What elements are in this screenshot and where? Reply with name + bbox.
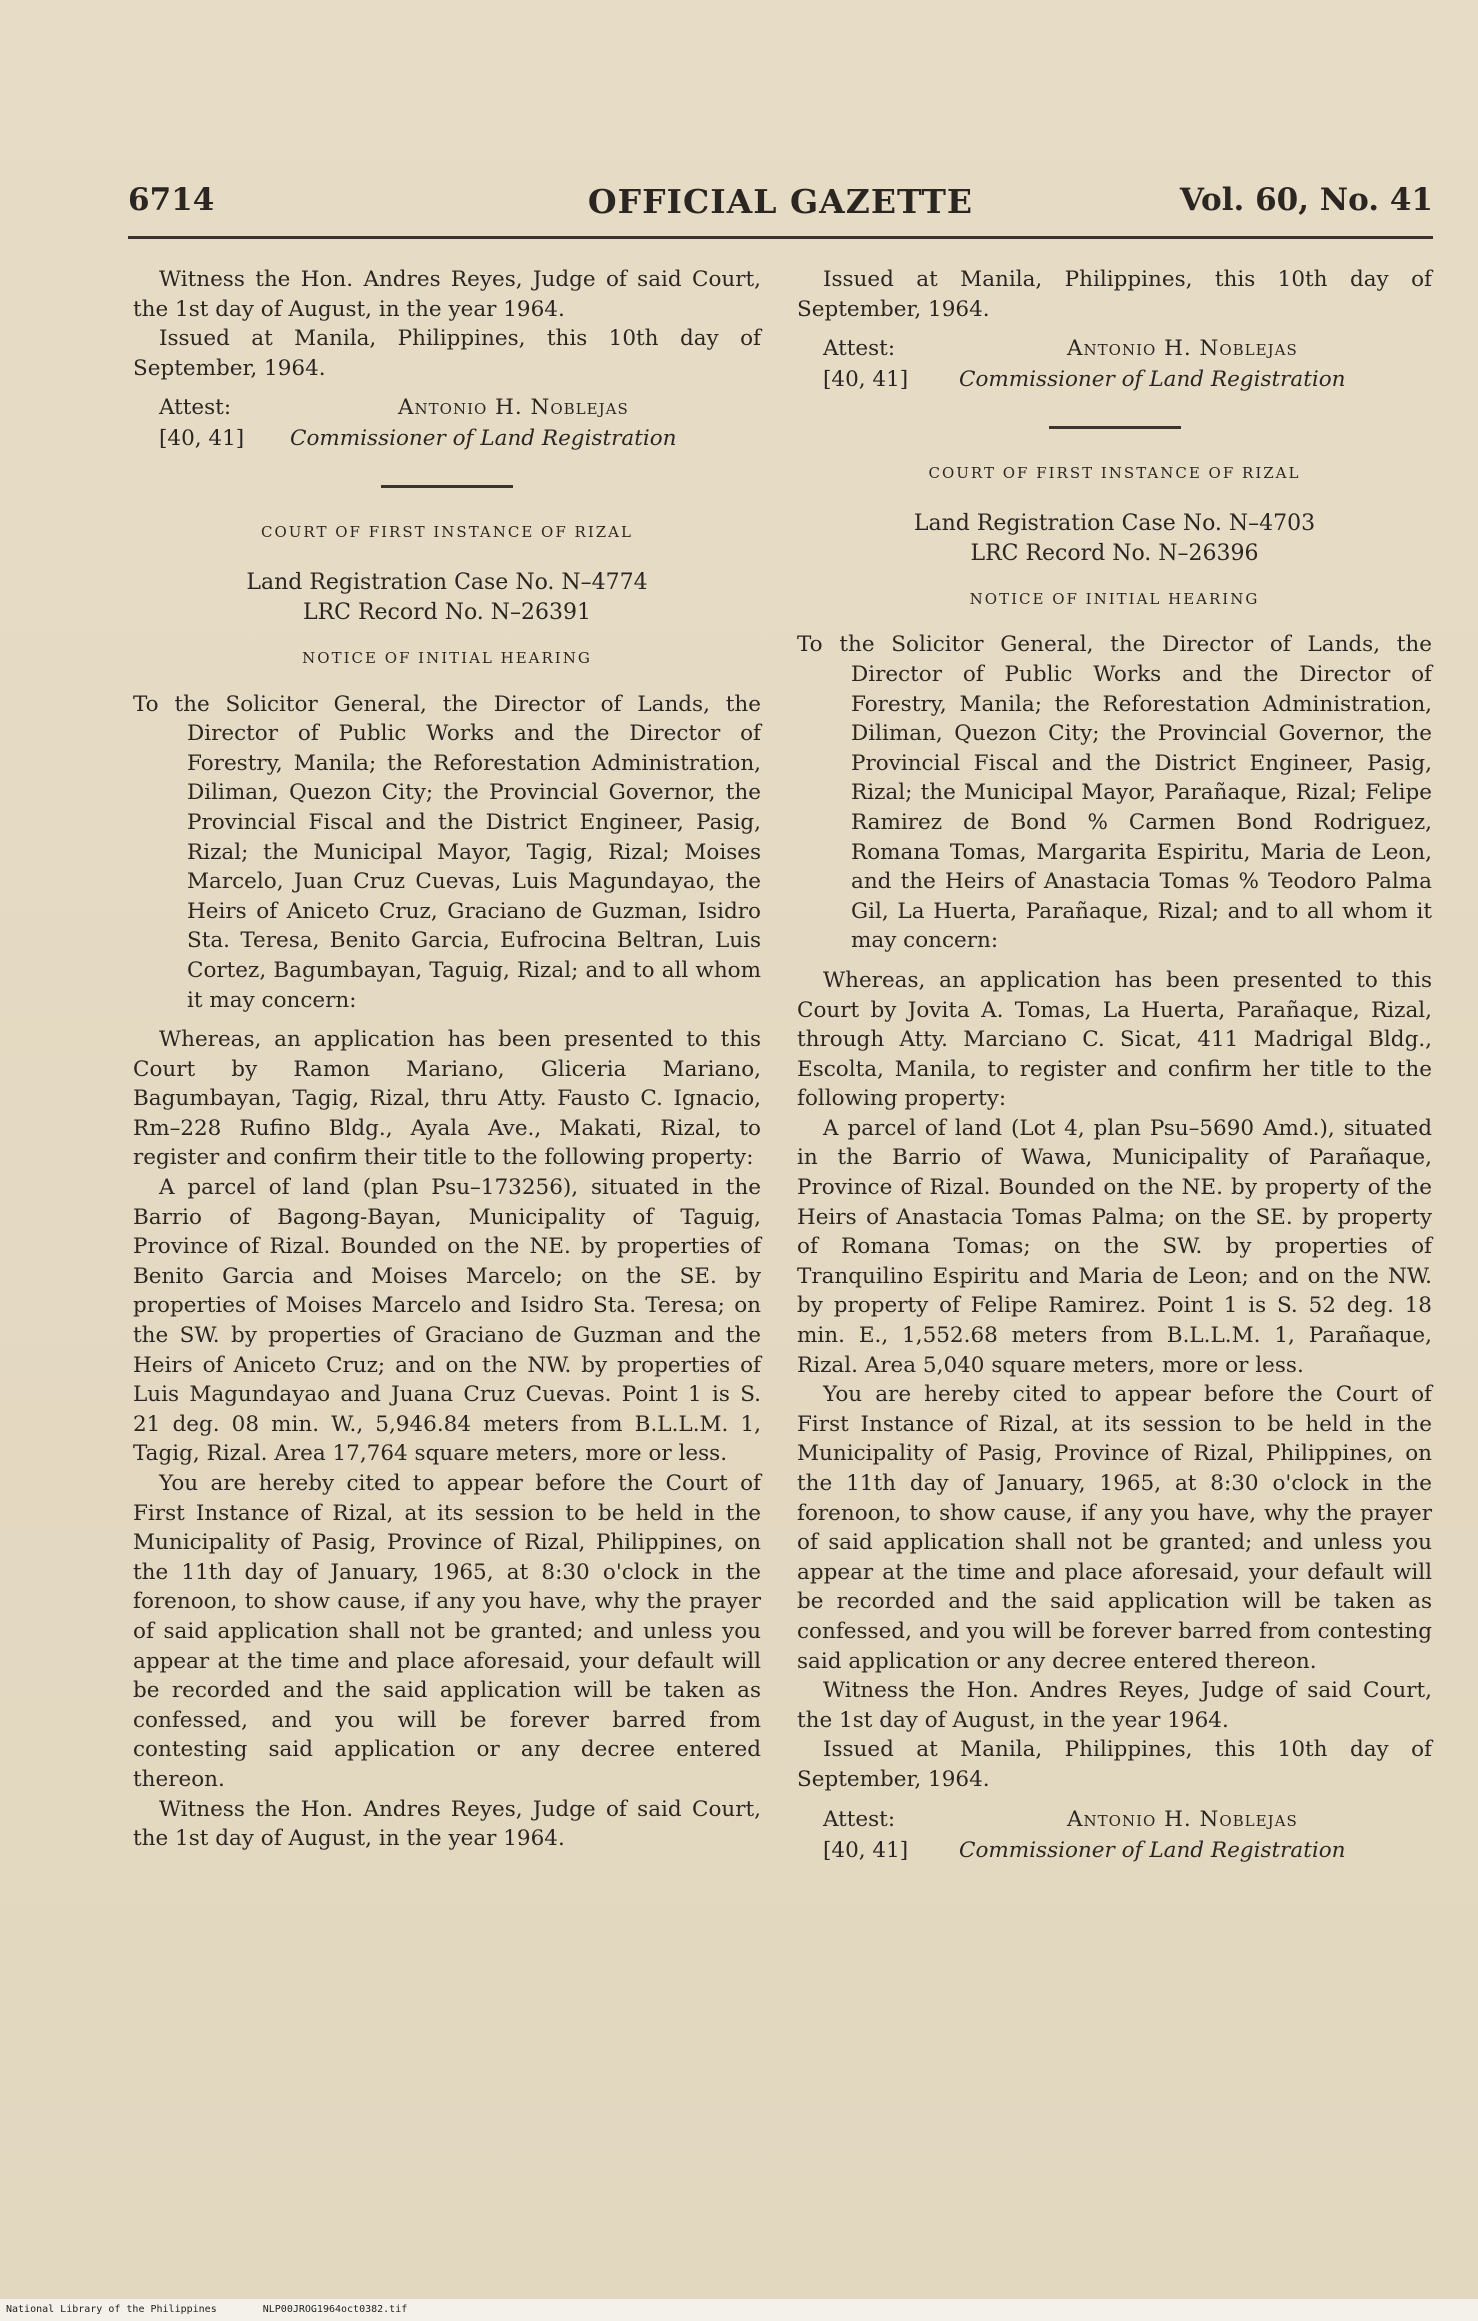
- attest-office: Commissioner of Land Registration: [959, 367, 1346, 393]
- page-header: [128, 182, 1433, 232]
- attest-label: Attest:: [823, 1806, 896, 1832]
- file-name: NLP00JROG1964oct0382.tif: [262, 2304, 408, 2315]
- left-column: [133, 265, 761, 1854]
- witness-paragraph: Witness the Hon. Andres Reyes, Judge of said Court, the 1st day of August, in the year 1964.: [797, 1678, 1432, 1733]
- whereas-paragraph: Whereas, an application has been presented to this Court by Ramon Mariano, Gliceria Mariano, Bagumbayan, Tagig, Rizal, thru Atty. Fausto C. Ignacio, Rm–228 Rufino Bldg., Ayala Ave., Makati, Rizal, to register and confirm their title to the following property:: [133, 1027, 761, 1171]
- cited-paragraph: You are hereby cited to appear before the Court of First Instance of Rizal, at its session to be held in the Municipality of Pasig, Province of Rizal, Philippines, on the 11th day of January, 1965, at 8:30 o'clock in the forenoon, to show cause, if any you have, why the prayer of said application shall not be granted; and unless you appear at the time and place aforesaid, your default will be recorded and the said application will be taken as confessed, and you will be forever barred from contesting said application or any decree entered thereon.: [133, 1471, 761, 1792]
- section-divider: [381, 485, 513, 488]
- issued-paragraph: Issued at Manila, Philippines, this 10th day of September, 1964.: [133, 326, 761, 381]
- publication-title: OFFICIAL GAZETTE: [587, 182, 974, 221]
- court-heading: COURT OF FIRST INSTANCE OF RIZAL: [928, 464, 1301, 483]
- case-number: Land Registration Case No. N–4774: [246, 569, 648, 595]
- attest-ref: [40, 41]: [823, 367, 909, 393]
- page-number: 6714: [128, 182, 215, 218]
- record-number: LRC Record No. N–26391: [302, 599, 592, 625]
- case-number: Land Registration Case No. N–4703: [913, 510, 1316, 536]
- section-divider: [1049, 426, 1181, 429]
- attest-office: Commissioner of Land Registration: [959, 1837, 1346, 1863]
- library-label: National Library of the Philippines: [6, 2304, 217, 2315]
- issued-paragraph-2: Issued at Manila, Philippines, this 10th day of September, 1964.: [797, 1737, 1432, 1792]
- attest-block: [797, 334, 1432, 396]
- attest-name: Antonio H. Noblejas: [1067, 336, 1298, 362]
- header-rule: [128, 236, 1433, 239]
- attest-block-2: [797, 1805, 1432, 1867]
- attest-ref: [40, 41]: [159, 426, 245, 452]
- witness-paragraph-2: Witness the Hon. Andres Reyes, Judge of said Court, the 1st day of August, in the year 1964.: [133, 1796, 761, 1852]
- issued-paragraph: Issued at Manila, Philippines, this 10th day of September, 1964.: [797, 267, 1432, 322]
- notice-heading: NOTICE OF INITIAL HEARING: [969, 589, 1260, 608]
- attest-office: Commissioner of Land Registration: [290, 426, 677, 452]
- whereas-paragraph: Whereas, an application has been presented to this Court by Jovita A. Tomas, La Huerta, Parañaque, Rizal, through Atty. Marciano C. Sicat, 411 Madrigal Bldg., Escolta, Manila, to register and confirm her title to the following property:: [797, 967, 1432, 1112]
- addressee-paragraph: To the Solicitor General, the Director of Lands, the Director of Public Works and the Director of Forestry, Manila; the Reforestation Administration, Diliman, Quezon City; the Provincial Governor, the Provincial Fiscal and the District Engineer, Pasig, Rizal; the Municipal Mayor, Tagig, Rizal; Moises Marcelo, Juan Cruz Cuevas, Luis Magundayao, the Heirs of Aniceto Cruz, Graciano de Guzman, Isidro Sta. Teresa, Benito Garcia, Eufrocina Beltran, Luis Cortez, Bagumbayan, Taguig, Rizal; and to all whom it may concern:: [133, 691, 761, 1013]
- volume-number: Vol. 60, No. 41: [1179, 182, 1433, 218]
- attest-label: Attest:: [823, 336, 896, 362]
- right-column: [797, 265, 1432, 1867]
- attest-name: Antonio H. Noblejas: [398, 395, 629, 421]
- parcel-paragraph: A parcel of land (plan Psu–173256), situated in the Barrio of Bagong-Bayan, Municipality of Taguig, Province of Rizal. Bounded on the NE. by properties of Benito Garcia and Moises Marcelo; on the SE. by properties of Moises Marcelo and Isidro Sta. Teresa; on the SW. by properties of Graciano de Guzman and the Heirs of Aniceto Cruz; and on the NW. by properties of Luis Magundayao and Juana Cruz Cuevas. Point 1 is S. 21 deg. 08 min. W., 5,946.84 meters from B.L.L.M. 1, Tagig, Rizal. Area 17,764 square meters, more or less.: [133, 1175, 761, 1467]
- attest-block: [133, 393, 761, 455]
- court-heading: COURT OF FIRST INSTANCE OF RIZAL: [261, 523, 633, 542]
- addressee-paragraph: To the Solicitor General, the Director of Lands, the Director of Public Works and the Director of Forestry, Manila; the Reforestation Administration, Diliman, Quezon City; the Provincial Governor, the Provincial Fiscal and the District Engineer, Pasig, Rizal; the Municipal Mayor, Parañaque, Rizal; Felipe Ramirez de Bond % Carmen Bond Rodriguez, Romana Tomas, Margarita Espiritu, Maria de Leon, and the Heirs of Anastacia Tomas % Teodoro Palma Gil, La Huerta, Parañaque, Rizal; and to all whom it may concern:: [797, 632, 1432, 954]
- attest-label: Attest:: [159, 395, 232, 421]
- cited-paragraph: You are hereby cited to appear before the Court of First Instance of Rizal, at its session to be held in the Municipality of Pasig, Province of Rizal, Philippines, on the 11th day of January, 1965, at 8:30 o'clock in the forenoon, to show cause, if any you have, why the prayer of said application shall not be granted; and unless you appear at the time and place aforesaid, your default will be recorded and the said application will be taken as confessed, and you will be forever barred from contesting said application or any decree entered thereon.: [797, 1382, 1432, 1674]
- record-number: LRC Record No. N–26396: [970, 540, 1259, 566]
- attest-ref: [40, 41]: [823, 1837, 909, 1863]
- parcel-paragraph: A parcel of land (Lot 4, plan Psu–5690 Amd.), situated in the Barrio of Wawa, Municipality of Parañaque, Province of Rizal. Bounded on the NE. by property of the Heirs of Anastacia Tomas Palma; on the SE. by property of Romana Tomas; on the SW. by properties of Tranquilino Espiritu and Maria de Leon; and on the NW. by property of Felipe Ramirez. Point 1 is S. 52 deg. 18 min. E., 1,552.68 meters from B.L.L.M. 1, Parañaque, Rizal. Area 5,040 square meters, more or less.: [797, 1115, 1432, 1378]
- scan-footer: [0, 2299, 1478, 2321]
- witness-paragraph: Witness the Hon. Andres Reyes, Judge of said Court, the 1st day of August, in the year 1964.: [133, 267, 761, 322]
- notice-heading: NOTICE OF INITIAL HEARING: [302, 648, 592, 667]
- attest-name: Antonio H. Noblejas: [1067, 1806, 1298, 1832]
